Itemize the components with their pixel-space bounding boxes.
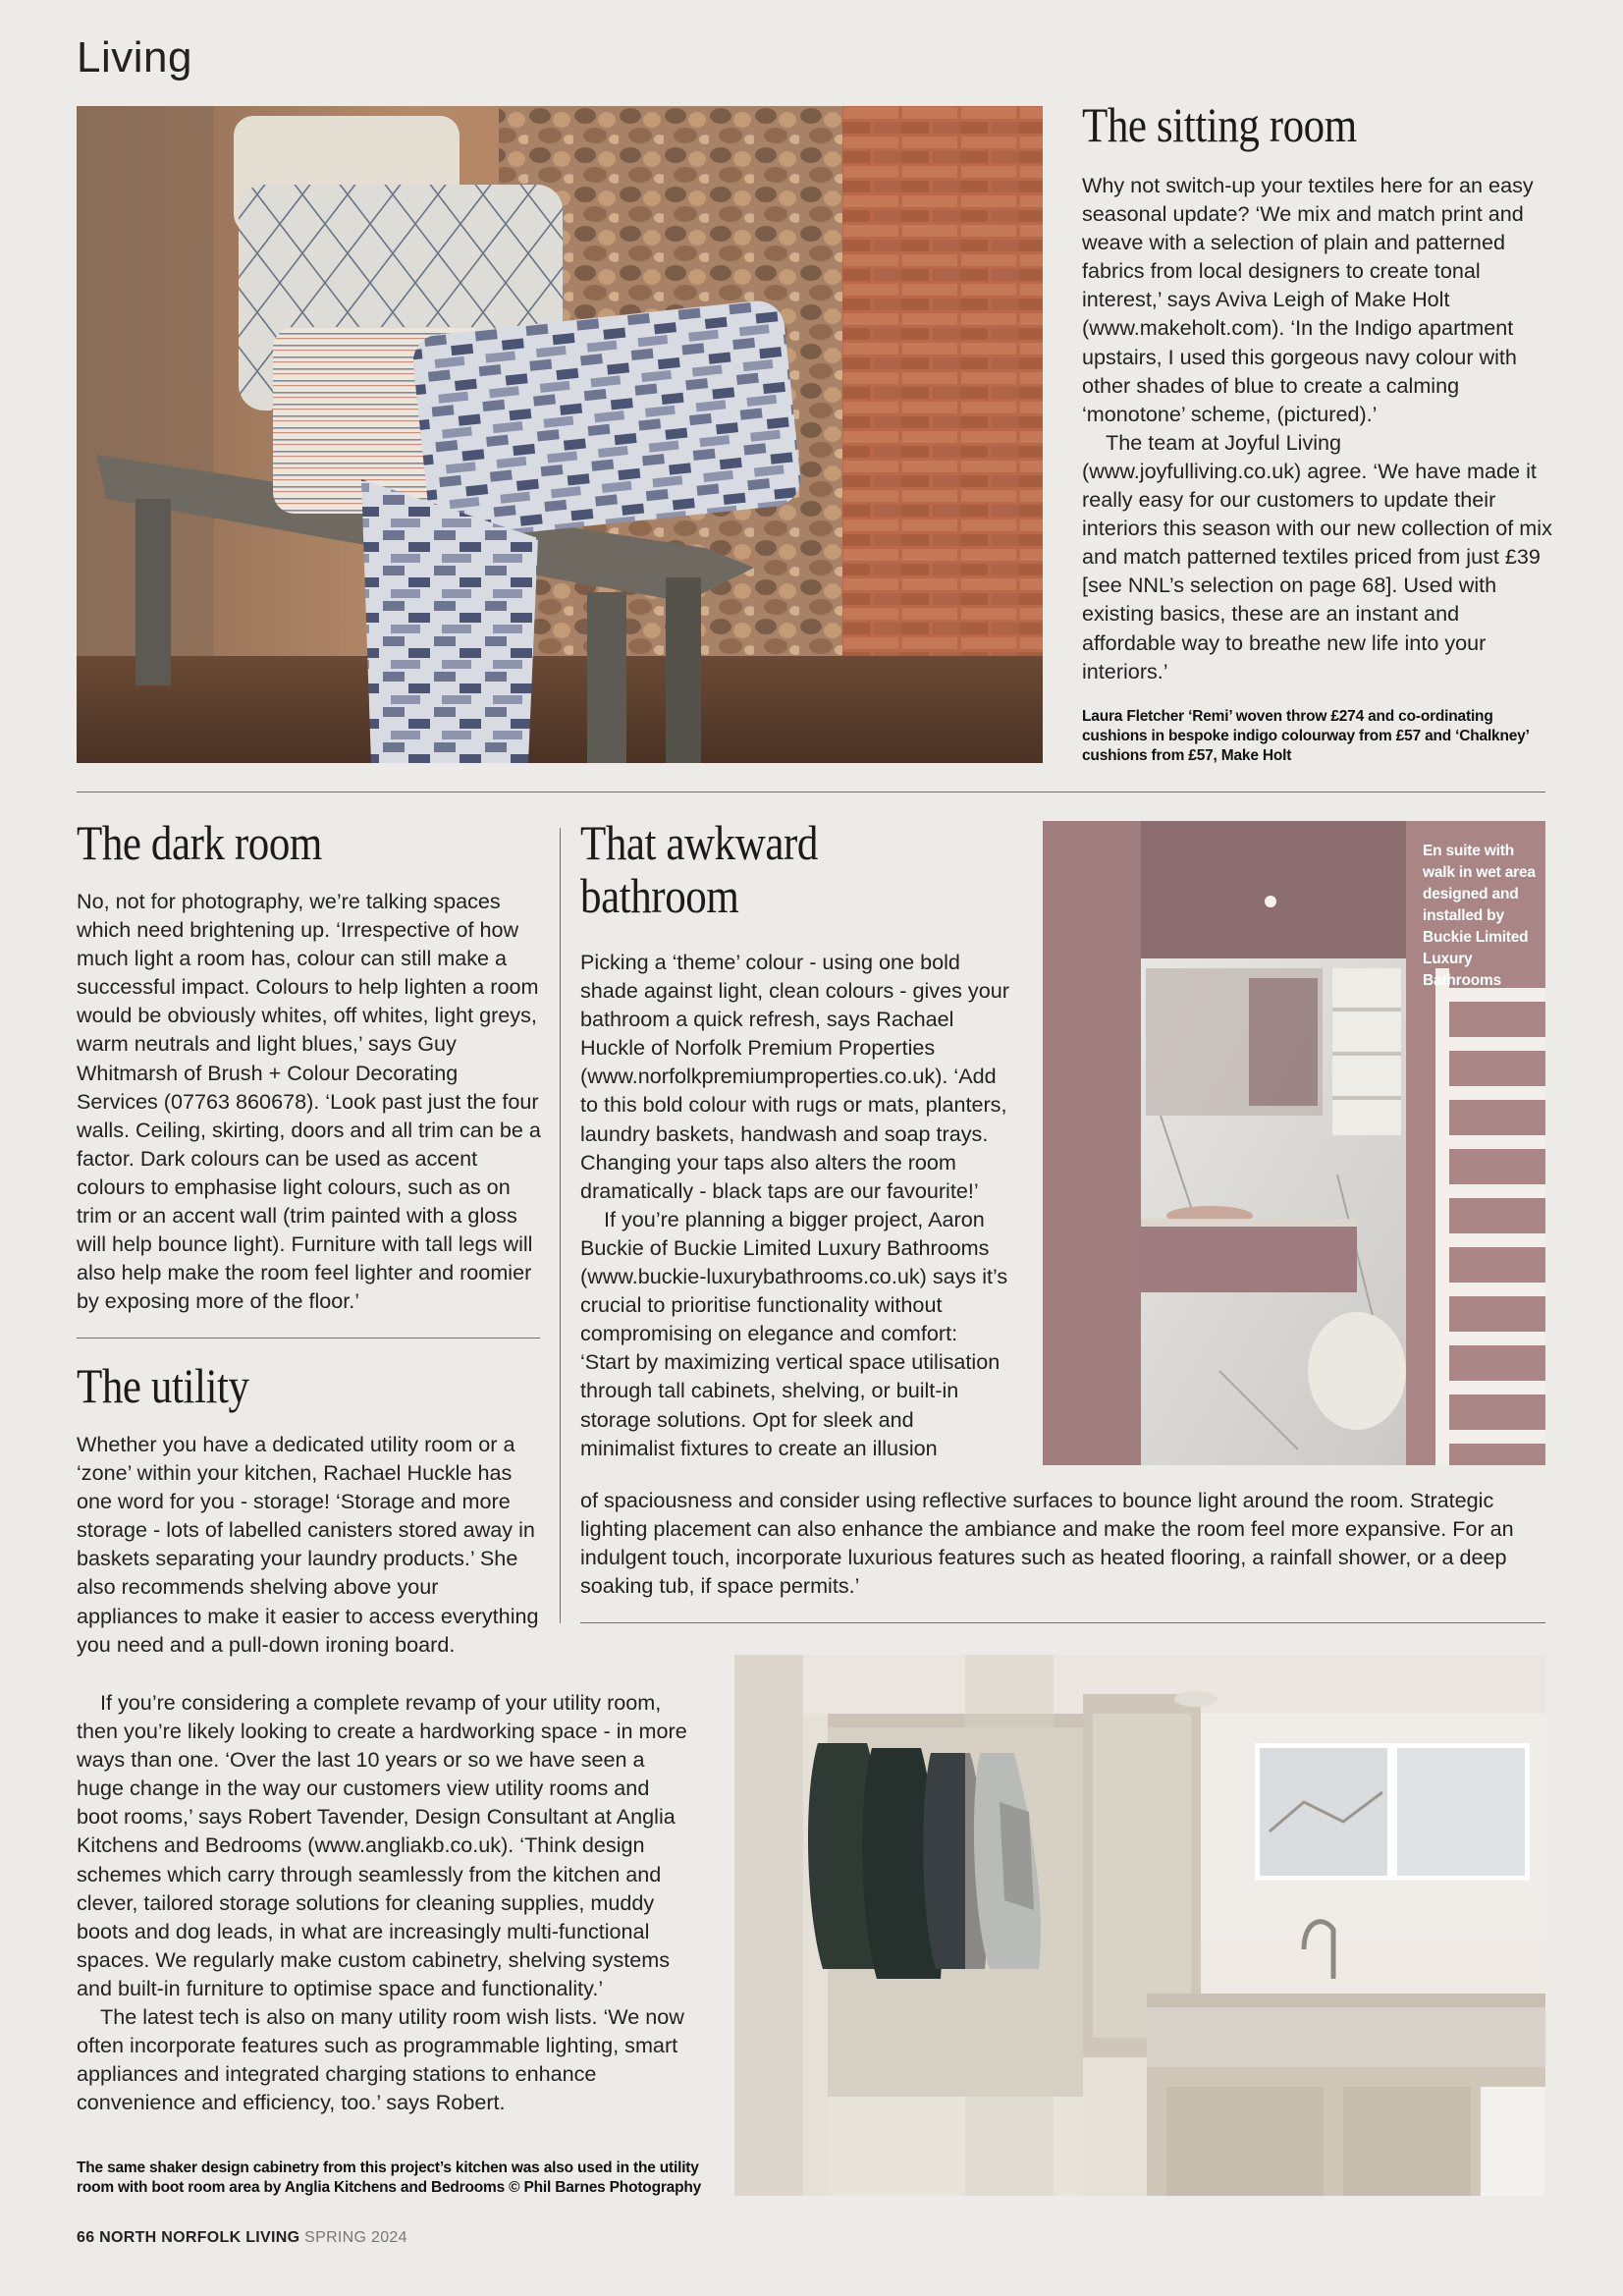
sitting-room-section bbox=[1082, 98, 1553, 766]
bathroom-heading bbox=[580, 816, 951, 922]
page-number: 66 bbox=[77, 2229, 95, 2246]
bathroom-section bbox=[580, 816, 1012, 1462]
utility-caption: The same shaker design cabinetry from this project’s kitchen was also used in the utility room with boot room area by Anglia Kitchens and Bedrooms © Phil Barnes Photography bbox=[77, 2159, 702, 2196]
section-divider bbox=[77, 1338, 540, 1339]
cushions-on-bench-image bbox=[77, 106, 1043, 763]
publication-name: NORTH NORFOLK LIVING bbox=[99, 2229, 300, 2246]
bathroom-paragraph: If you’re planning a bigger project, Aaron Buckie of Buckie Limited Luxury Bathrooms (www.buckie-luxurybathrooms.co.uk) says it’s crucial to prioritise functionality without compromising on elegance and comfort: ‘Start by maximizing vertical space utilisation through tall cabinets, shelving, or built-in storage solutions. Opt for sleek and minimalist fixtures to create an illusion bbox=[580, 1206, 1008, 1460]
dark-room-heading: The dark room bbox=[77, 815, 322, 870]
dark-room-paragraph: No, not for photography, we’re talking spaces which need brightening up. ‘Irrespective of how much light a room has, colour can still make a successful impact. Colours to help lighten a room would be obviously whites, off whites, light greys, warm neutrals and light blues,’ says Guy Whitmarsh of Brush + Colour Decorating Services (07763 860678). ‘Look past just the four walls. Ceiling, skirting, doors and all trim can be a factor. Dark colours can be used as accent colours to emphasise light colours, such as on trim or an accent wall (trim painted with a gloss will help bounce light). Furniture with tall legs will also help make the room feel lighter and roomier by exposing more of the floor.’ bbox=[77, 889, 541, 1314]
utility-body-continued bbox=[77, 1688, 695, 2116]
bathroom-photo bbox=[1043, 821, 1545, 1465]
utility-section bbox=[77, 1359, 542, 1659]
bathroom-paragraph: of spaciousness and consider using reflective surfaces to bounce light around the room. Strategic lighting placement can also enhance the ambiance and make the room feel more expansive. For an indulgent touch, incorporate luxurious features such as heated flooring, a rainfall shower, or a deep soaking tub, if space permits.’ bbox=[580, 1488, 1514, 1599]
bathroom-paragraph: Picking a ‘theme’ colour - using one bold shade against light, clean colours - gives your bathroom a quick refresh, says Rachael Huckle of Norfolk Premium Properties (www.norfolkpremiumproperties.co.uk). ‘Add to this bold colour with rugs or mats, planters, laundry baskets, handwash and soap trays. Changing your taps also alters the room dramatically - black taps are our favourite!’ bbox=[580, 950, 1009, 1203]
bathroom-body bbox=[580, 948, 1012, 1462]
bathroom-heading-line: That awkward bbox=[580, 815, 818, 870]
sitting-room-caption: Laura Fletcher ‘Remi’ woven throw £274 and co-ordinating cushions in bespoke indigo colourway from £57 and ‘Chalkney’ cushions from £57, Make Holt bbox=[1082, 707, 1529, 764]
utility-heading: The utility bbox=[77, 1358, 249, 1413]
section-divider bbox=[77, 792, 1545, 793]
dark-room-section bbox=[77, 816, 542, 1315]
column-divider bbox=[560, 828, 561, 1623]
dark-room-body bbox=[77, 887, 542, 1315]
sitting-room-photo bbox=[77, 106, 1043, 763]
sitting-room-body bbox=[1082, 171, 1553, 685]
sitting-room-heading: The sitting room bbox=[1082, 97, 1357, 152]
utility-paragraph: Whether you have a dedicated utility room or a ‘zone’ within your kitchen, Rachael Huckle has one word for you - storage! ‘Storage and more storage - lots of labelled canisters stored away in baskets separating your laundry products.’ She also recommends shelving above your appliances to make it easier to access everything you need and a pull-down ironing board. bbox=[77, 1432, 539, 1657]
bathroom-body-continued bbox=[580, 1486, 1546, 1600]
sitting-room-paragraph: The team at Joyful Living (www.joyfulliving.co.uk) agree. ‘We have made it really easy for our customers to update their interiors this season with our new collection of mix and match patterned textiles priced from just £39 [see NNL’s selection on page 68]. Used with existing basics, these are an instant and affordable way to breathe new life into your interiors.’ bbox=[1082, 429, 1552, 683]
section-tag: Living bbox=[77, 33, 192, 82]
section-divider bbox=[580, 1622, 1545, 1623]
bathroom-heading-line: bathroom bbox=[580, 868, 739, 923]
utility-body bbox=[77, 1430, 542, 1659]
utility-paragraph: If you’re considering a complete revamp of your utility room, then you’re likely looking to create a hardworking space - in more ways than one. ‘Over the last 10 years or so we have seen a huge change in the way our customers view utility rooms and boot rooms,’ says Robert Tavender, Design Consultant at Anglia Kitchens and Bedrooms (www.angliakb.co.uk). ‘Think design schemes which carry through seamlessly from the kitchen and clever, tailored storage solutions for cleaning supplies, muddy boots and dog leads, in what are increasingly multi-functional spaces. We regularly make custom cabinetry, shelving systems and built-in furniture to optimise space and functionality.’ bbox=[77, 1690, 687, 2000]
sitting-room-paragraph: Why not switch-up your textiles here for an easy seasonal update? ‘We mix and match print and weave with a selection of plain and patterned fabrics from local designers to create tonal interest,’ says Aviva Leigh of Make Holt (www.makeholt.com). ‘In the Indigo apartment upstairs, I used this gorgeous navy colour with other shades of blue to create a calming ‘monotone’ scheme, (pictured).’ bbox=[1082, 173, 1534, 426]
utility-paragraph: The latest tech is also on many utility room wish lists. ‘We now often incorporate features such as programmable lighting, smart appliances and integrated charging stations to enhance convenience and efficiency, too.’ says Robert. bbox=[77, 2004, 684, 2115]
utility-photo bbox=[734, 1655, 1545, 2196]
page-footer bbox=[77, 2229, 407, 2247]
boot-room-image bbox=[734, 1655, 1545, 2196]
issue-label: SPRING 2024 bbox=[304, 2229, 407, 2246]
bathroom-caption: En suite with walk in wet area designed and installed by Buckie Limited Luxury Bathrooms bbox=[1423, 843, 1536, 989]
